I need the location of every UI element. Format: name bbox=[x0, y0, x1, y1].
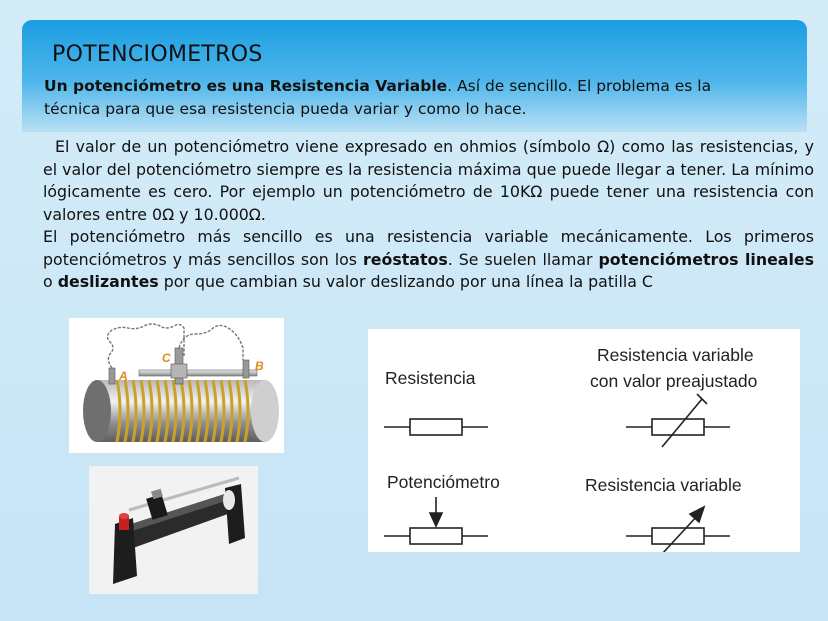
intro-bold: Un potenciómetro es una Resistencia Variable bbox=[44, 77, 448, 95]
terminal-b-label: B bbox=[255, 359, 264, 373]
potentiometer-symbol-icon bbox=[384, 497, 488, 544]
symbol-label-resistencia: Resistencia bbox=[385, 368, 476, 388]
p2-text-4: por que cambian su valor deslizando por una línea la patilla C bbox=[158, 272, 653, 291]
body-text bbox=[43, 136, 814, 294]
p2-bold-reostatos: reóstatos bbox=[363, 249, 448, 269]
resistor-symbols-drawing bbox=[368, 329, 800, 552]
symbol-label-preajustado-2: con valor preajustado bbox=[590, 371, 758, 391]
preset-resistor-symbol-icon bbox=[626, 394, 730, 447]
paragraph-1: El valor de un potenciómetro viene expresado en ohmios (símbolo Ω) como las resistencias, y el valor del potenciómetro siempre es la resistencia máxima que puede llegar a tener. La mínimo lógicamente es cero. Por ejemplo un potenciómetro de 10KΩ puede tener una resistencia con valores entre 0Ω y 10.000Ω. bbox=[43, 137, 814, 224]
resistor-symbols-panel bbox=[368, 329, 800, 552]
terminal-a-label: A bbox=[119, 369, 128, 383]
symbol-label-potenciometro: Potenciómetro bbox=[387, 472, 500, 492]
p2-bold-deslizantes: deslizantes bbox=[57, 272, 159, 291]
intro-text bbox=[44, 75, 764, 121]
p2-text-2: . Se suelen llamar bbox=[447, 249, 599, 269]
symbol-label-variable: Resistencia variable bbox=[585, 475, 742, 495]
slide-rheostat-image bbox=[89, 466, 258, 594]
symbol-label-preajustado-1: Resistencia variable bbox=[597, 345, 754, 365]
p2-text-1: El potenciómetro más sencillo es una resistencia variable mecánicamente. Los primeros potenciómetros y más sencillos son los bbox=[43, 227, 814, 269]
slider-c-label: C bbox=[162, 351, 171, 365]
p2-bold-lineales: potenciómetros lineales bbox=[598, 249, 814, 269]
p2-text-3: o bbox=[43, 272, 58, 291]
rheostat-coil-drawing bbox=[69, 318, 284, 453]
slide-rheostat-drawing bbox=[89, 466, 258, 594]
intro-rest: . Así de sencillo. El problema es la técnica para que esa resistencia pueda variar y como lo hace. bbox=[44, 77, 712, 118]
rheostat-coil-image bbox=[69, 318, 284, 453]
slide-title: POTENCIOMETROS bbox=[52, 42, 263, 67]
resistor-symbol-icon bbox=[384, 419, 488, 435]
paragraph-2 bbox=[43, 226, 814, 294]
variable-resistor-symbol-icon bbox=[626, 507, 730, 552]
